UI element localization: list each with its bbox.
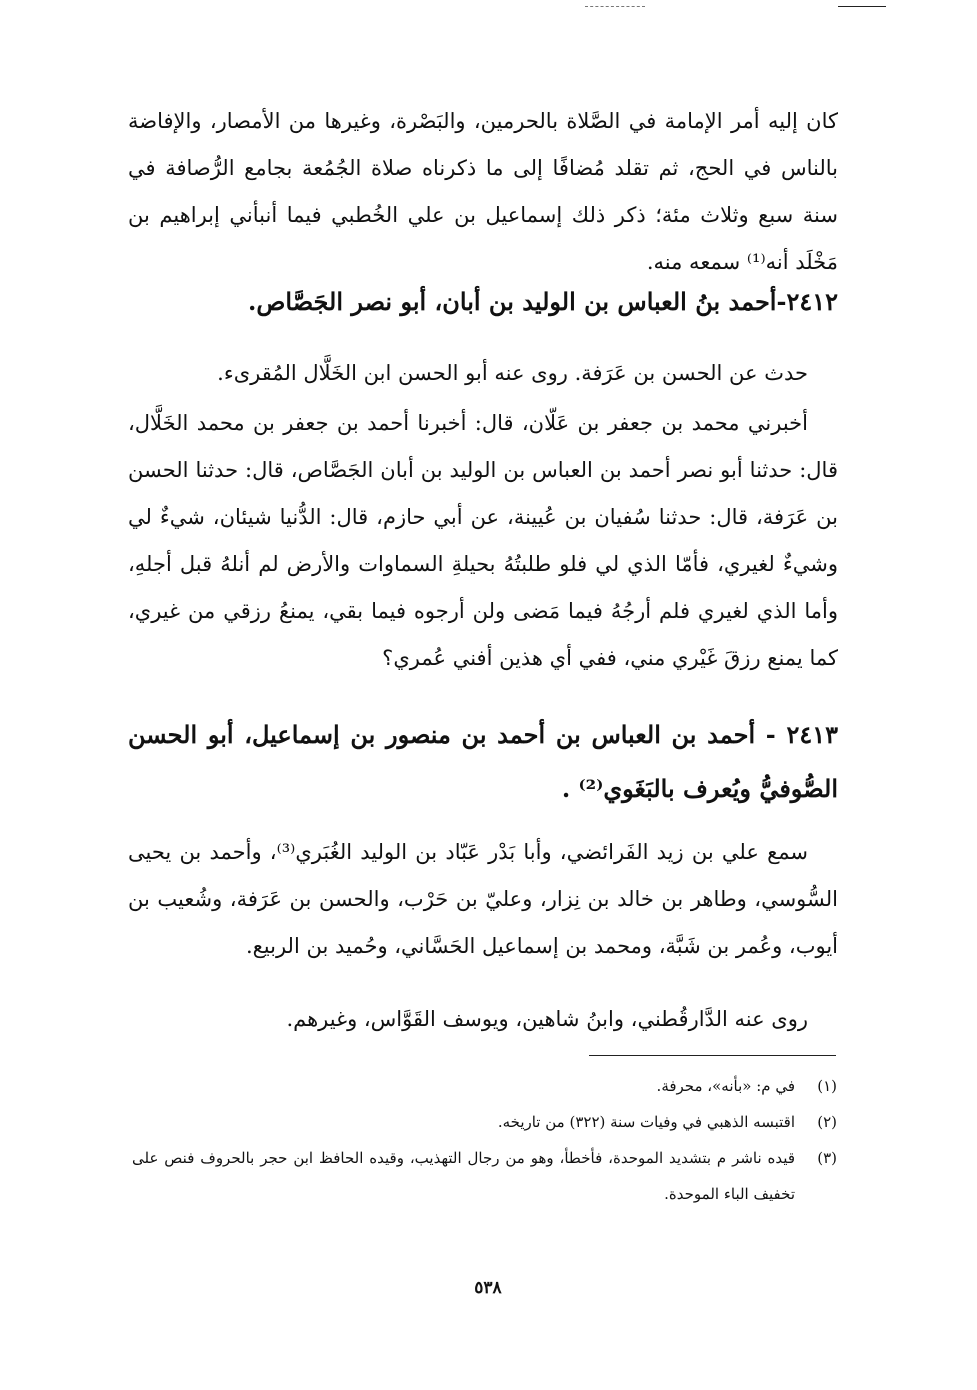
header-rule (838, 6, 886, 7)
entry-2412-paragraph-1-text: حدث عن الحسن بن عَرَفة. روى عنه أبو الحسن ابن الخَلَّال المُقرىء. (217, 361, 808, 385)
entry-2412-paragraph-1 (128, 350, 838, 397)
header-rule-dashed (585, 6, 645, 7)
page-number: ٥٣٨ (474, 1278, 502, 1298)
entry-2413-paragraph-1 (128, 829, 838, 970)
footnote (132, 1104, 837, 1140)
footnote (132, 1140, 837, 1212)
entry-2413-paragraph-2-text: روى عنه الدَّارقُطني، وابنُ شاهين، ويوسف القَوَّاس، وغيرهم. (286, 1007, 808, 1031)
entry-heading-2413: ٢٤١٣ - أحمد بن العباس بن أحمد بن منصور بن إسماعيل، أبو الحسن الصُّوفيُّ ويُعرف بالبَغَوي⁽²⁾ . (128, 720, 838, 803)
footnote-number: (٣) (817, 1149, 837, 1167)
footnote-number: (٢) (817, 1113, 837, 1131)
footnote-text: اقتبسه الذهبي في وفيات سنة (٣٢٢) من تاريخه. (497, 1113, 795, 1131)
entry-2412-paragraph-2 (128, 400, 838, 682)
footnote-separator (589, 1055, 836, 1056)
footnote (132, 1068, 837, 1104)
entry-heading-2412: ٢٤١٢-أحمد بنُ العباس بن الوليد بن أبان، أبو نصر الجَصَّاص. (248, 287, 838, 316)
footnote-number: (١) (817, 1077, 837, 1095)
entry-2412-paragraph-2-text: أخبرني محمد بن جعفر بن عَلّان، قال: أخبرنا أحمد بن جعفر بن محمد الخَلَّال، قال: حدثنا أبو نصر أحمد بن العباس بن الوليد بن أبان الجَصَّاص، قال: حدثنا الحسن بن عَرَفة، قال: حدثنا سُفيان بن عُيينة، عن أبي حازم، قال: الدُّنيا شيئان، شيءٌ لي وشيءٌ لغيري، فأمّا الذي لي فلو طلبتُهُ بحيلةِ السماوات والأرض لم أنلهُ قبل أجلهِ، وأما الذي لغيري فلم أرجُهُ فيما مَضى ولن أرجوه فيما بقي، يمنعُ رزقي من غيري، كما يمنع رزقَ غَيْري مني، ففي أي هذين أفني عُمري؟ (128, 411, 838, 670)
entry-2413-paragraph-1-text: سمع علي بن زيد الفَرائضي، وأبا بَدْر عَبّاد بن الوليد الغُبَري⁽³⁾، وأحمد بن يحيى السُّوسي، وطاهر بن خالد بن نِزار، وعليّ بن حَرْب، والحسن بن عَرَفة، وشُعيب بن أيوب، وعُمر بن شَبَّة، ومحمد بن إسماعيل الحَسَّاني، وحُميد بن الربيع. (128, 840, 838, 958)
entry-2413-paragraph-2 (128, 996, 838, 1043)
footnote-text: قيده ناشر م بتشديد الموحدة، فأخطأ، وهو من رجال التهذيب، وقيده الحافظ ابن حجر بالحروف فنص على تخفيف الباء الموحدة. (132, 1149, 795, 1203)
continuation-paragraph: كان إليه أمر الإمامة في الصَّلاة بالحرمين، والبَصْرة، وغيرها من الأمصار، والإفاضة بالناس في الحج، ثم تقلد مُضافًا إلى ما ذكرناه صلاة الجُمُعة بجامع الرُّصافة في سنة سبع وثلاث مئة؛ ذكر ذلك إسماعيل بن علي الخُطبي فيما أنبأني إبراهيم بن مَخْلَد أنه⁽¹⁾ سمعه منه. (128, 109, 838, 274)
footnote-text: في م: «بأنه»، محرفة. (656, 1077, 795, 1095)
footnotes (132, 1068, 837, 1212)
